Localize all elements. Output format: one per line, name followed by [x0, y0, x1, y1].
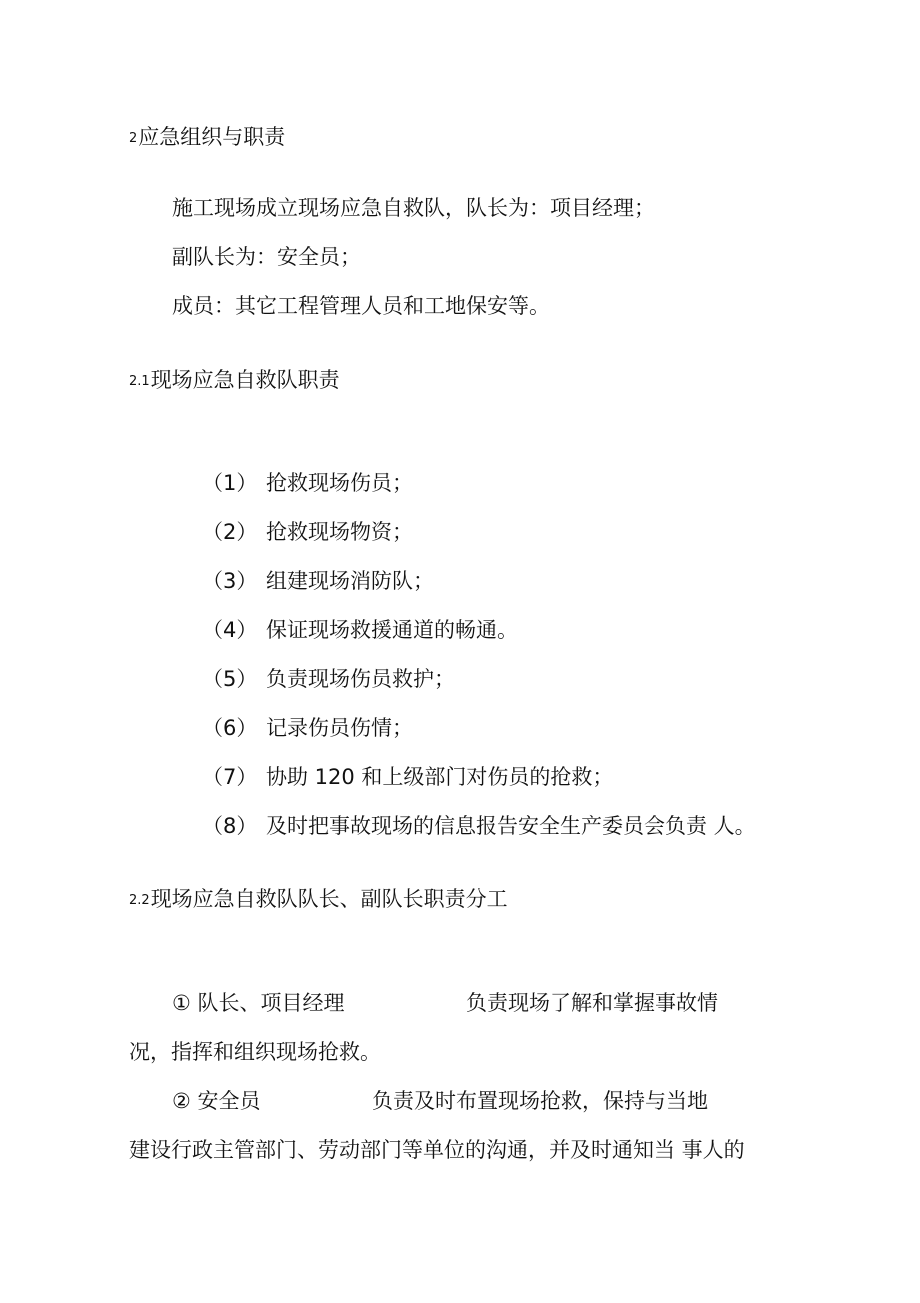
list-item: [202, 473, 413, 494]
list-text: 负责现场伤员救护；: [266, 667, 455, 691]
list-text: 抢救现场物资；: [266, 520, 413, 544]
section-title: 现场应急自救队职责: [150, 368, 340, 392]
list-index: （2）: [202, 520, 258, 544]
section-number: 2.1: [129, 374, 150, 389]
list-text: 协助 120 和上级部门对伤员的抢救；: [266, 765, 614, 789]
list-text: 抢救现场伤员；: [266, 471, 413, 495]
list-text: 保证现场救援通道的畅通。: [266, 618, 518, 642]
role-name: ① 队长、项目经理: [172, 991, 345, 1015]
list-item: [202, 620, 518, 641]
list-item: [202, 669, 455, 690]
list-item: [202, 816, 756, 837]
intro-line: 副队长为：安全员；: [172, 245, 361, 269]
section-2-heading: [129, 127, 285, 148]
intro-line: 成员：其它工程管理人员和工地保安等。: [172, 294, 550, 318]
list-index: （5）: [202, 667, 258, 691]
role-desc-cont: 建设行政主管部门、劳动部门等单位的沟通，并及时通知当 事人的: [129, 1138, 745, 1162]
list-text: 及时把事故现场的信息报告安全生产委员会负责 人。: [266, 814, 756, 838]
list-index: （8）: [202, 814, 258, 838]
list-index: （3）: [202, 569, 258, 593]
role-name: ② 安全员: [172, 1089, 261, 1113]
list-index: （4）: [202, 618, 258, 642]
section-number: 2.2: [129, 893, 150, 908]
section-title: 现场应急自救队队长、副队长职责分工: [150, 887, 508, 911]
section-title: 应急组织与职责: [138, 125, 286, 149]
role-desc-cont: 况，指挥和组织现场抢救。: [129, 1040, 381, 1064]
list-text: 记录伤员伤情；: [266, 716, 413, 740]
section-2-1-heading: [129, 370, 340, 391]
list-index: （6）: [202, 716, 258, 740]
list-item: [202, 522, 413, 543]
role-desc: 负责现场了解和掌握事故情: [466, 991, 718, 1015]
list-item: [202, 767, 613, 788]
section-number: 2: [129, 131, 138, 146]
list-item: [202, 718, 413, 739]
list-text: 组建现场消防队；: [266, 569, 434, 593]
list-index: （7）: [202, 765, 258, 789]
list-index: （1）: [202, 471, 258, 495]
role-desc: 负责及时布置现场抢救，保持与当地: [372, 1089, 708, 1113]
role-line: [172, 993, 345, 1014]
section-2-2-heading: [129, 889, 508, 910]
intro-line: 施工现场成立现场应急自救队，队长为：项目经理；: [172, 196, 655, 220]
list-item: [202, 571, 434, 592]
role-line: [172, 1091, 261, 1112]
